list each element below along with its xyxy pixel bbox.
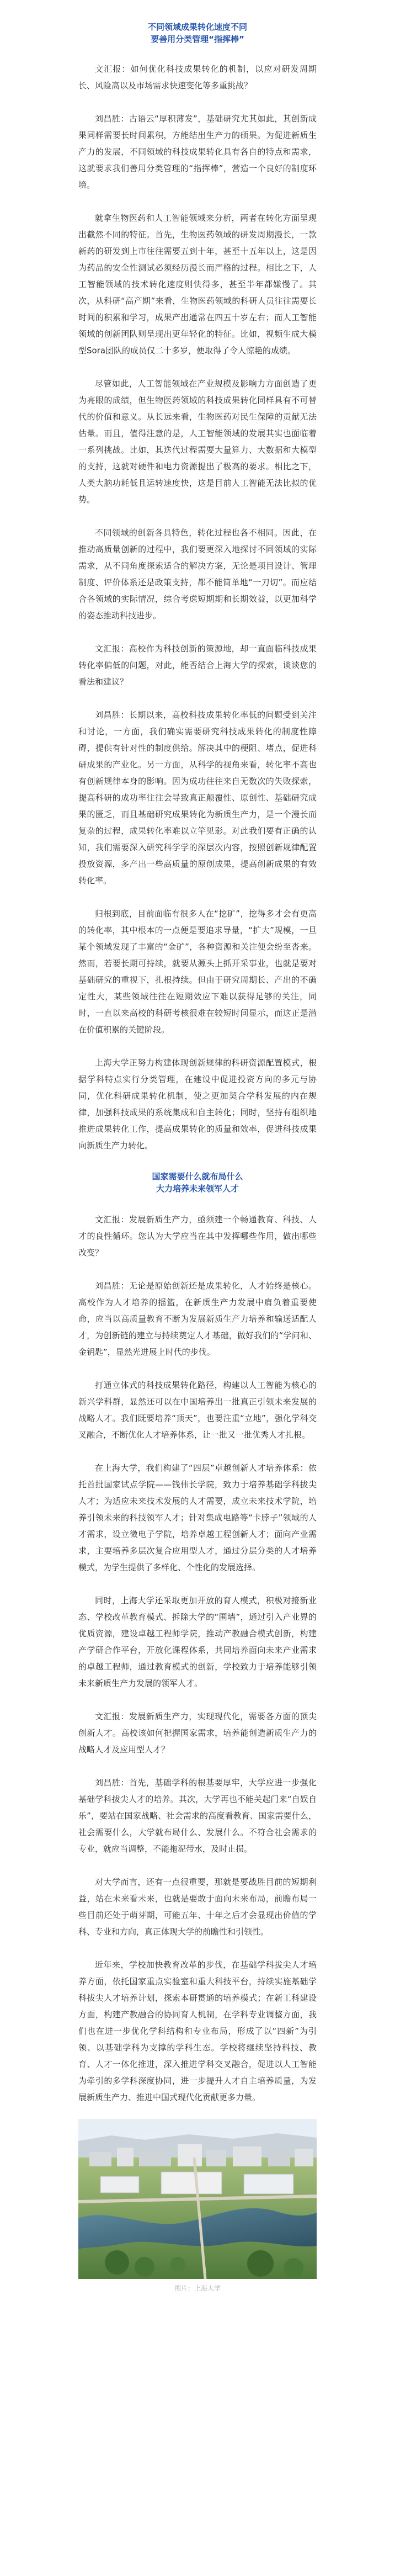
paragraph: 刘昌胜：首先，基础学科的根基要厚牢，大学应进一步强化基础学科拔尖人才的培养。其次，大学再也不能关起门来“自娱自乐”，要站在国家战略、社会需求的高度看教育、国家需要什么，社会需要什么，大学就布局什么、发展什么。不符合社会需求的专业，就应当调整，不能拖泥带水，及时止损。 (78, 1778, 317, 1854)
paragraph: 刘昌胜：无论是原始创新还是成果转化，人才始终是核心。高校作为人才培养的摇篮，在新质生产力发展中肩负着重要使命，应当以高质量教育不断为发展新质生产力培养和输送适配人才，为创新链的建立与持续奠定人才基础，做好我们的“学问和、金钥匙”，显然光进展上时代的步伐。 (78, 1281, 317, 1357)
paragraph: 不同领域的创新各具特色，转化过程也各不相同。因此，在推动高质量创新的过程中，我们要更深入地探讨不同领域的实际需求，从不同角度探索适合的解决方案，无论是项目设计、管理制度、评价体系还是政策支持，都不能简单地“一刀切”。而应结合各领域的实际情况，综合考虑短期期和长期效益，以更加科学的姿态推动科技进步。 (78, 528, 317, 621)
paragraph: 文汇报：发展新质生产力，亟须建一个畅通教育、科技、人才的良性循环。您认为大学应当在其中发挥哪些作用，做出哪些改变？ (78, 1215, 317, 1258)
campus-photo-block (78, 2119, 317, 2293)
section-1-body (78, 61, 317, 1154)
article-headline (78, 21, 317, 45)
paragraph: 打通立体式的科技成果转化路径，构建以人工智能为核心的新兴学科群，显然还可以在中国培养出一批真正引领未来发展的战略人才。我们既要培养“顶天”，也要注重“立地”，强化学科交叉融合，不断优化人才培养体系，让一批又一批优秀人才扎根。 (78, 1380, 317, 1440)
headline-line-1: 不同领域成果转化速度不同 (147, 22, 247, 32)
headline-line-2: 要善用分类管理“指挥棒” (151, 34, 244, 44)
paragraph: 刘昌胜：古语云“厚积薄发”，基础研究尤其如此，其创新成果同样需要长时间累积，方能结出生产力的硕果。为促进新质生产力的发展，不同领域的科技成果转化具有各自的特点和需求，这就要求我们善用分类管理的“指挥棒”，营造一个良好的制度环境。 (78, 114, 317, 190)
paragraph: 对大学而言，还有一点很重要，那就是要战胜目前的短期利益，站在未来看未来，也就是要敢于面向未来布局，前瞻布局一些目前还处于萌芽期，可能五年、十年之后才会显现出价值的学科、专业和方向，真正体现大学的前瞻性和引领性。 (78, 1877, 317, 1937)
paragraph: 文汇报：发展新质生产力，实现现代化，需要各方面的顶尖创新人才。高校该如何把握国家需求，培养能创造新质生产力的战略人才及应用型人才？ (78, 1711, 317, 1755)
paragraph: 归根到底，目前面临有很多人在“挖矿”，挖得多才会有更高的转化率，其中根本的一点便是要追求导量，“扩大”规模，一旦某个领域发现了丰富的“金矿”，各种资源和关注便会纷至沓来。然而，若要长期可持续，就要从源头上抓开采事业，也就是要对基础研究的重视下，扎根持续。但由于研究周期长、产出的不确定性大，某些领域往往在短期效应下难以获得足够的关注，同时，一直以来高校的科研考核很难在较短时间显示，而这正是潜在价值积累的关键阶段。 (78, 909, 317, 1035)
paragraph: 近年来，学校加快教育改革的步伐，在基础学科拔尖人才培养方面，依托国家重点实验室和重大科技平台，持续实施基础学科拔尖人才培养计划，探索本研贯通的培养模式；在新工科建设方面，构建产教融合的协同育人机制，在学科专业调整方面，我们也在进一步优化学科结构和专业布局，形成了以“四新”为引领、以基础学科为支撑的学科生态。学校将继续坚持科技、教育、人才一体化推进，深入推进学科交叉融合，促进以人工智能为牵引的多学科深度协同，进一步提升人才自主培养质量，为发展新质生产力、推进中国式现代化贡献更多力量。 (78, 1960, 317, 2102)
paragraph: 尽管如此，人工智能领域在产业规模及影响力方面创造了更为亮眼的成绩，但生物医药领域的科技成果转化同样具有不可替代的价值和意义。从长远来看，生物医药对民生保障的贡献无法估量。而且，值得注意的是，人工智能领域的发展其实也面临着一系列挑战。比如，其迭代过程需要大量算力、大数据和大模型的支持，这就对硬件和电力资源提出了极高的要求。相比之下，人类大脑功耗低且运转速度快，这是目前人工智能无法比拟的优势。 (78, 379, 317, 505)
section-heading (78, 1170, 317, 1195)
section-heading-line-1: 国家需要什么就布局什么 (152, 1172, 243, 1181)
paragraph: 刘昌胜：长期以来，高校科技成果转化率低的问题受到关注和讨论，一方面，我们确实需要研究科技成果转化的制度性障碍，提供有针对性的制度供给。解决其中的梗阻、堵点，促进科研成果的产业化。另一方面，从科学的视角来看，转化率不高也有创新规律本身的影响。因为成功往往来自无数次的失败探索，提高科研的成功率往往会导致真正颠覆性、原创性、基础研究成果的匮乏，而且基础研究成果转化为新质生产力，是一个漫长而复杂的过程，成果转化率难以立竿见影。对此我们要有正确的认知，我们需要深入研究科学学的深层次内容，按照创新规律配置投放资源，多产出一些高质量的原创成果，提高创新成果的有效转化率。 (78, 710, 317, 886)
campus-aerial-photo (78, 2119, 317, 2279)
paragraph: 上海大学正努力构建体现创新规律的科研资源配置模式，根据学科特点实行分类管理，在建设中促进投资方向的多元与协同，优化科研成果转化机制，使之更加契合学科发展的内在规律，加强科技成果的系统集成和自主转化；同时，坚持有组织地推进成果转化工作，提高成果转化的质量和效率，促进科技成果向新质生产力转化。 (78, 1058, 317, 1151)
paragraph: 同时，上海大学还采取更加开放的育人模式，积极对接新业态、学校改革教育模式、拆除大学的“围墙”，通过引入产业界的优质资源，建设卓越工程师学院，推动产教融合模式创新，构建产学研合作平台，开放化课程体系，共同培养面向未来产业需求的卓越工程师，通过教育模式的创新，学校致力于培养能够引领未来新质生产力发展的领军人才。 (78, 1596, 317, 1688)
paragraph: 文汇报：如何优化科技成果转化的机制，以应对研发周期长、风险高以及市场需求快速变化等多重挑战？ (78, 64, 317, 91)
section-heading-line-2: 大力培养未来领军人才 (156, 1184, 239, 1194)
photo-caption: 图片：上海大学 (174, 2285, 221, 2292)
paragraph: 在上海大学，我们构建了“四层”卓越创新人才培养体系：依托首批国家试点学院——钱伟长学院，致力于培养基础学科拔尖人才；为适应未来技术发展的人才需要，成立未来技术学院，培养引领未来的科技领军人才；针对集成电路等“卡脖子”领域的人才需求，设立微电子学院，培养卓越工程创新人才；面向产业需求，主要培养多层次复合应用型人才，通过分层分类的人才培养模式，为学生提供了多样化、个性化的发展选择。 (78, 1463, 317, 1572)
paragraph: 文汇报：高校作为科技创新的策源地，却一直面临科技成果转化率偏低的问题，对此，能否结合上海大学的探索，谈谈您的看法和建议？ (78, 644, 317, 687)
section-2-body (78, 1211, 317, 2106)
paragraph: 就拿生物医药和人工智能领域来分析，两者在转化方面呈现出截然不同的特征。首先，生物医药领域的研发周期漫长，一款新药的研发到上市往往需要五到十年，甚至十五年以上，这是因为药品的安全性测试必须经历漫长而严格的过程。相比之下，人工智能领域的技术转化速度则快得多，甚至半年都嫌慢了。其次，从科研“高产期”来看，生物医药领域的科研人员往往需要长时间的积累和学习，成果产出通常在四五十岁左右；而人工智能领域的创新团队则呈现出更年轻化的特征。比如，视频生成大模型Sora团队的成员仅二十多岁，便取得了令人惊艳的成绩。 (78, 213, 317, 356)
